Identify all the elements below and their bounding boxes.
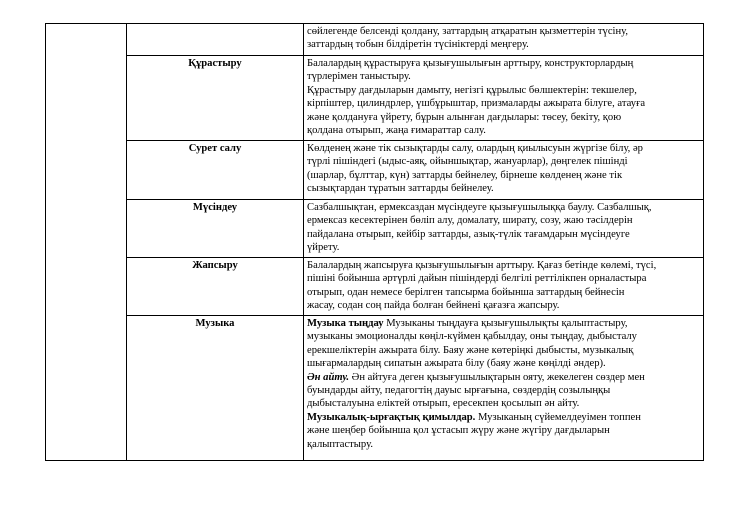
desc-line: Сазбалшықтан, ермексаздан мүсіндеуге қызығушылыққа баулу. Сазбалшық,: [307, 202, 652, 213]
desc-line: түрлерімен таныстыру.: [307, 71, 411, 83]
desc-line: Балалардың жапсыруға қызығушылығын арттыру. Қағаз бетінде көлемі, түсі,: [307, 260, 657, 271]
desc-line: қолдана отырып, жаңа ғимараттар салу.: [307, 125, 486, 137]
desc-line: отырып, одан немесе берілген тапсырма бойынша заттардың бейнесін: [307, 286, 625, 298]
desc-line: буындарды айту, педагогтің дауыс ырғағына, сөздердің созылыңқы: [307, 385, 611, 397]
desc-line: пайдалана отырып, кейбір заттарды, азық-түлік тағамдарын мүсіндеуге: [307, 228, 630, 240]
desc-line: қалыптастыру.: [307, 438, 373, 450]
description-cell: [304, 141, 704, 200]
desc-line: түрлі пішіндегі (ыдыс-аяқ, ойыншықтар, жануарлар), дөңгелек пішінді: [307, 156, 628, 168]
table-body: [46, 24, 704, 461]
desc-line: пішіні бойынша әртүрлі дайын пішіндерді белгілі реттілікпен орналастыра: [307, 273, 647, 285]
desc-line: музыканы эмоционалды көңіл-күймен қабылдау, оны тыңдау, дыбысталу: [307, 331, 637, 343]
desc-line: Музыканы тыңдауға қызығушылықты қалыптастыру,: [383, 318, 628, 329]
description-cell: [304, 316, 704, 461]
table-row: [46, 24, 704, 56]
table-row: [46, 316, 704, 461]
desc-line: кірпіштер, цилиндрлер, үшбұрыштар, призмаларды ажырата білуге, атауға: [307, 98, 646, 110]
description-cell: [304, 56, 704, 141]
desc-line: сызықтардан тұратын заттарды бейнелеу.: [307, 183, 494, 195]
area-cell: Мүсіндеу: [127, 200, 304, 258]
desc-line: және шеңбер бойынша қол ұстасып жүру және жүгіру дағдыларын: [307, 425, 610, 437]
desc-line: ермексаз кесектерінен бөліп алу, домалату, ширату, созу, жаю тәсілдерін: [307, 215, 633, 227]
desc-line: Балалардың құрастыруға қызығушылығын арттыру, конструкторлардың: [307, 58, 634, 69]
area-cell: Сурет салу: [127, 141, 304, 200]
area-cell: Музыка: [127, 316, 304, 461]
area-cell: Жапсыру: [127, 258, 304, 316]
table-row: [46, 258, 704, 316]
desc-line: Ән айтуға деген қызығушылықтарын ояту, жекелеген сөздер мен: [349, 371, 645, 383]
desc-line: ерекшеліктерін ажырата білу. Баяу және көтеріңкі дыбысты, музыкалық: [307, 344, 634, 356]
table-row: [46, 56, 704, 141]
rhythmic-movements-heading: Музыкалық-ырғақтық қимылдар.: [307, 411, 476, 423]
music-block: [307, 371, 700, 384]
desc-line: дыбысталуына еліктей отырып, ересекпен қосылып ән айту.: [307, 398, 580, 410]
desc-line: үйрету.: [307, 242, 340, 254]
desc-line: және қолдануға үйрету, бұрын алынған дағдылары: төсеу, бекіту, қою: [307, 111, 622, 123]
singing-heading: Ән айту.: [307, 371, 350, 383]
desc-line: шығармалардың сипатын ажырата білу (баяу және көңілді әндер).: [307, 358, 606, 370]
desc-line: жасау, содан соң пайда болған бейнені қағазға жапсыру.: [307, 300, 560, 312]
description-cell: [304, 258, 704, 316]
music-block: [307, 411, 700, 424]
desc-line: Көлденең және тік сызықтарды салу, олардың қиылысуын жүргізе білу, әр: [307, 143, 643, 154]
desc-line: заттардың тобын білдіретін түсініктерді меңгеру.: [307, 39, 529, 51]
area-cell: Құрастыру: [127, 56, 304, 141]
table-row: [46, 200, 704, 258]
description-cell: [304, 24, 704, 56]
desc-line: (шарлар, бұлттар, күн) заттарды бейнелеу, бірнеше көлденең және тік: [307, 169, 623, 181]
desc-line: Музыканың сүйемелдеуімен топпен: [475, 411, 641, 423]
curriculum-table: [45, 23, 704, 461]
area-cell: [127, 24, 304, 56]
table-row: [46, 141, 704, 200]
desc-line: Құрастыру дағдыларын дамыту, негізгі құрылыс бөлшектерін: текшелер,: [307, 84, 637, 96]
empty-column-cell: [46, 24, 127, 461]
description-cell: [304, 200, 704, 258]
music-block: [307, 317, 700, 330]
music-listening-heading: Музыка тыңдау: [307, 318, 384, 329]
desc-line: сөйлегенде белсенді қолдану, заттардың атқаратын қызметтерін түсіну,: [307, 26, 629, 37]
